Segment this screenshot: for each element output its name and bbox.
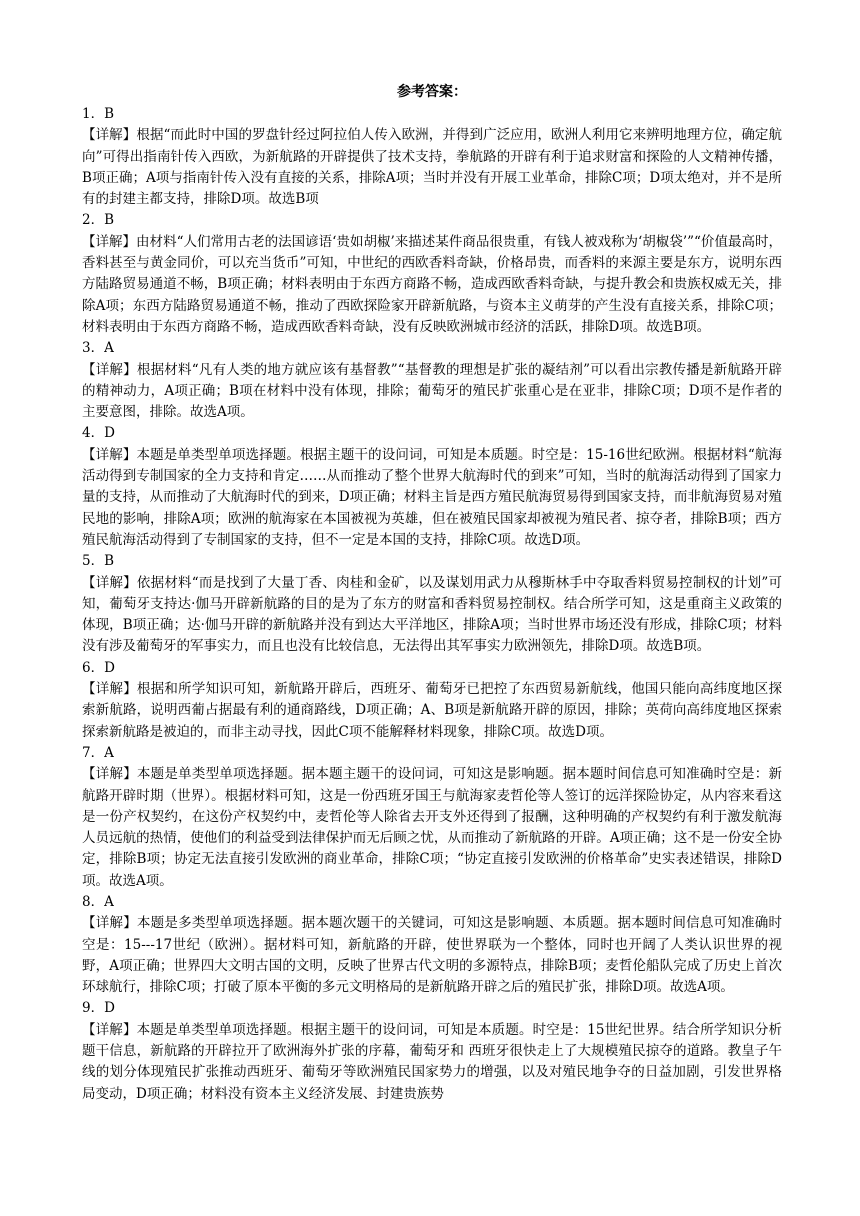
answer-item-5 — [82, 551, 782, 657]
answer-explanation: 【详解】本题是单类型单项选择题。根据主题干的设问词，可知是本质题。时空是：15-16世纪欧洲。根据材料“航海活动得到专制国家的全力支持和肯定……从而推动了整个世界大航海时代的到来”可知，当时的航海活动得到了国家力量的支持，从而推动了大航海时代的到来，D项正确；材料主旨是西方殖民航海贸易得到国家支持，而非航海贸易对殖民地的影响，排除A项；欧洲的航海家在本国被视为英雄，但在被殖民国家却被视为殖民者、掠夺者，排除B项；西方殖民航海活动得到了专制国家的支持，但不一定是本国的支持，排除C项。故选D项。 — [82, 446, 782, 548]
answer-item-1 — [82, 104, 782, 210]
question-number: 1．B — [82, 106, 115, 122]
question-number: 4．D — [82, 425, 115, 442]
answer-explanation: 【详解】本题是单类型单项选择题。根据主题干的设问词，可知是本质题。时空是：15世纪世界。结合所学知识分析题干信息，新航路的开辟拉开了欧洲海外扩张的序幕，葡萄牙和 西班牙很快走上了大规模殖民掠夺的道路。教皇子午线的划分体现殖民扩张推动西班牙、葡萄牙等欧洲殖民国家势力的增强，以及对殖民地争夺的日益加剧，引发世界格局变动，D项正确；材料没有资本主义经济发展、封建贵族势 — [82, 1021, 782, 1102]
answer-item-6 — [82, 658, 782, 743]
answer-item-8 — [82, 892, 782, 998]
answer-item-3 — [82, 338, 782, 423]
page-title: 参考答案： — [397, 84, 467, 100]
question-number: 8．A — [82, 893, 114, 910]
answer-explanation: 【详解】本题是多类型单项选择题。据本题次题干的关键词，可知这是影响题、本质题。据本题时间信息可知准确时空是：15---17世纪（欧洲）。据材料可知，新航路的开辟，使世界联为一个整体，同时也开阔了人类认识世界的视野，A项正确；世界四大文明古国的文明，反映了世界古代文明的多源特点，排除B项；麦哲伦船队完成了历史上首次环球航行，排除C项；打破了原本平衡的多元文明格局的是新航路开辟之后的殖民扩张，排除D项。故选A项。 — [82, 915, 782, 996]
question-number: 3．A — [82, 340, 114, 357]
question-number: 2．B — [82, 212, 115, 229]
question-number: 5．B — [82, 553, 115, 570]
question-number: 6．D — [82, 659, 115, 676]
answer-explanation: 【详解】本题是单类型单项选择题。据本题主题干的设问词，可知这是影响题。据本题时间信息可知准确时空是：新航路开辟时期（世界）。根据材料可知，这是一份西班牙国王与航海家麦哲伦等人签订的远洋探险协定，从内容来看这是一份产权契约，在这份产权契约中，麦哲伦等人除省去开支外还得到了报酬，这种明确的产权契约有利于激发航海人员远航的热情，使他们的利益受到法律保护而无后顾之忧，从而推动了新航路的开辟。A项正确；这不是一份安全协定，排除B项；协定无法直接引发欧洲的商业革命，排除C项；“协定直接引发欧洲的价格革命”史实表述错误，排除D项。故选A项。 — [82, 766, 782, 889]
answer-explanation: 【详解】依据材料“而是找到了大量丁香、肉桂和金矿，以及谋划用武力从穆斯林手中夺取香料贸易控制权的计划”可知，葡萄牙支持达·伽马开辟新航路的目的是为了东方的财富和香料贸易控制权。结合所学可知，这是重商主义政策的体现，B项正确；达·伽马开辟的新航路并没有到达大平洋地区，排除A项；当时世界市场还没有形成，排除C项；材料没有涉及葡萄牙的军事实力，而且也没有比较信息，无法得出其军事实力欧洲领先，排除D项。故选B项。 — [82, 574, 782, 655]
answer-item-4 — [82, 423, 782, 551]
answer-item-2 — [82, 210, 782, 338]
answer-explanation: 【详解】根据材料“凡有人类的地方就应该有基督教”“基督教的理想是扩张的凝结剂”可以看出宗教传播是新航路开辟的精神动力，A项正确；B项在材料中没有体现，排除；葡萄牙的殖民扩张重心是在亚非，排除C项；D项不是作者的主要意图，排除。故选A项。 — [82, 361, 782, 421]
answer-explanation: 【详解】由材料“人们常用古老的法国谚语‘贵如胡椒’来描述某件商品很贵重，有钱人被戏称为‘胡椒袋’”“价值最高时，香料甚至与黄金同价，可以充当货币”可知，中世纪的西欧香料奇缺，价格昂贵，而香料的来源主要是东方，说明东西方陆路贸易通道不畅，B项正确；材料表明由于东西方商路不畅，造成西欧香料奇缺，与提升教会和贵族权威无关，排除A项；东西方陆路贸易通道不畅，推动了西欧探险家开辟新航路，与资本主义萌芽的产生没有直接关系，排除C项；材料表明由于东西方商路不畅，造成西欧香料奇缺，没有反映欧洲城市经济的活跃，排除D项。故选B项。 — [82, 233, 782, 335]
question-number: 9．D — [82, 1000, 115, 1017]
answer-item-9 — [82, 998, 782, 1104]
question-number: 7．A — [82, 744, 114, 761]
answer-explanation: 【详解】根据“而此时中国的罗盘针经过阿拉伯人传入欧洲，并得到广泛应用，欧洲人利用它来辨明地理方位，确定航向”可得出指南针传入西欧，为新航路的开辟提供了技术支持，拳航路的开辟有利于追求财富和探险的人文精神传播，B项正确；A项与指南针传入没有直接的关系，排除A项；当时并没有开展工业革命，排除C项；D项太绝对，并不是所有的封建主都支持，排除D项。故选B项 — [82, 127, 782, 208]
answer-explanation: 【详解】根据和所学知识可知，新航路开辟后，西班牙、葡萄牙已把控了东西贸易新航线，他国只能向高纬度地区探索新航路，说明西葡占据最有利的通商路线，D项正确；A、B项是新航路开辟的原因，排除；英荷向高纬度地区探索探索新航路是被迫的，而非主动寻找，因此C项不能解释材料现象，排除C项。故选D项。 — [82, 681, 782, 740]
answer-page — [82, 82, 782, 1105]
answer-item-7 — [82, 743, 782, 892]
